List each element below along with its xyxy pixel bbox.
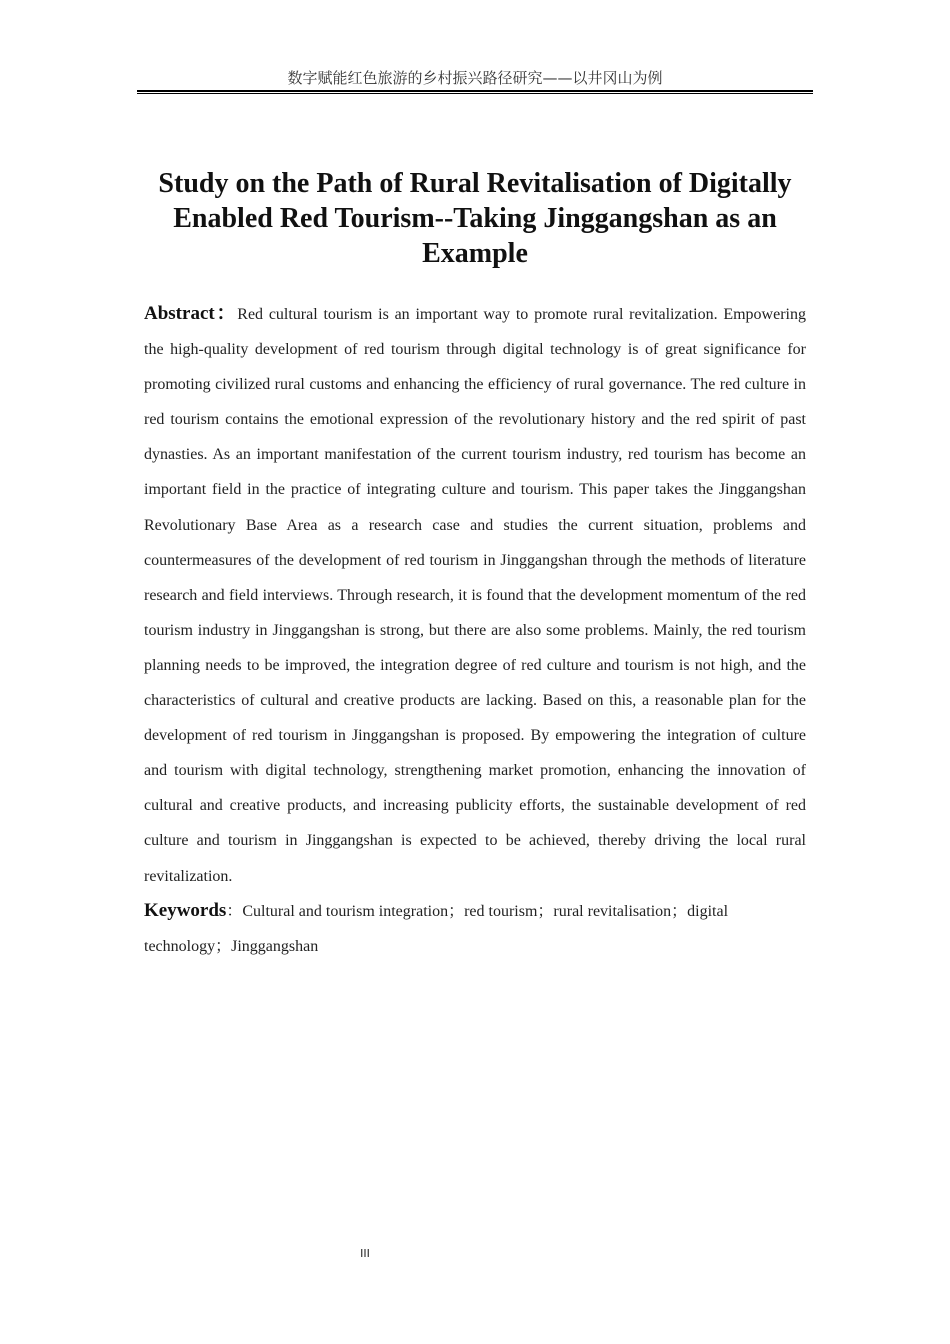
running-header: 数字赋能红色旅游的乡村振兴路径研究——以井冈山为例	[287, 69, 663, 87]
keywords-paragraph	[144, 893, 806, 964]
keywords-separator: ：	[226, 903, 243, 920]
abstract-label: Abstract	[144, 303, 215, 324]
page-number: III	[360, 1247, 370, 1260]
paper-title: Study on the Path of Rural Revitalisation of Digitally Enabled Red Tourism--Taking Jinggangshan as an Example	[158, 168, 792, 269]
keywords-text: Cultural and tourism integration；red tourism；rural revitalisation；digital technology；Jinggangshan	[144, 903, 729, 955]
keywords-label: Keywords	[144, 900, 227, 921]
abstract-text: Red cultural tourism is an important way to promote rural revitalization. Empowering the high-quality development of red tourism through digital technology is of great significance for promoting civilized rural customs and enhancing the efficiency of rural governance. The red culture in red tourism contains the emotional expression of the revolutionary history and the red spirit of past dynasties. As an important manifestation of the current tourism industry, red tourism has become an important field in the practice of integrating culture and tourism. This paper takes the Jinggangshan Revolutionary Base Area as a research case and studies the current situation, problems and countermeasures of the development of red tourism in Jinggangshan through the methods of literature research and field interviews. Through research, it is found that the development momentum of the red tourism industry in Jinggangshan is strong, but there are also some problems. Mainly, the red tourism planning needs to be improved, the integration degree of red culture and tourism is not high, and the characteristics of cultural and creative products are lacking. Based on this, a reasonable plan for the development of red tourism in Jinggangshan is proposed. By empowering the integration of culture and tourism with digital technology, strengthening market promotion, enhancing the innovation of cultural and creative products, and increasing publicity efforts, the sustainable development of red culture and tourism in Jinggangshan is expected to be achieved, thereby driving the local rural revitalization.	[144, 306, 806, 885]
abstract-paragraph	[144, 296, 806, 894]
header-double-rule	[137, 90, 813, 94]
abstract-separator: ：	[214, 303, 238, 324]
